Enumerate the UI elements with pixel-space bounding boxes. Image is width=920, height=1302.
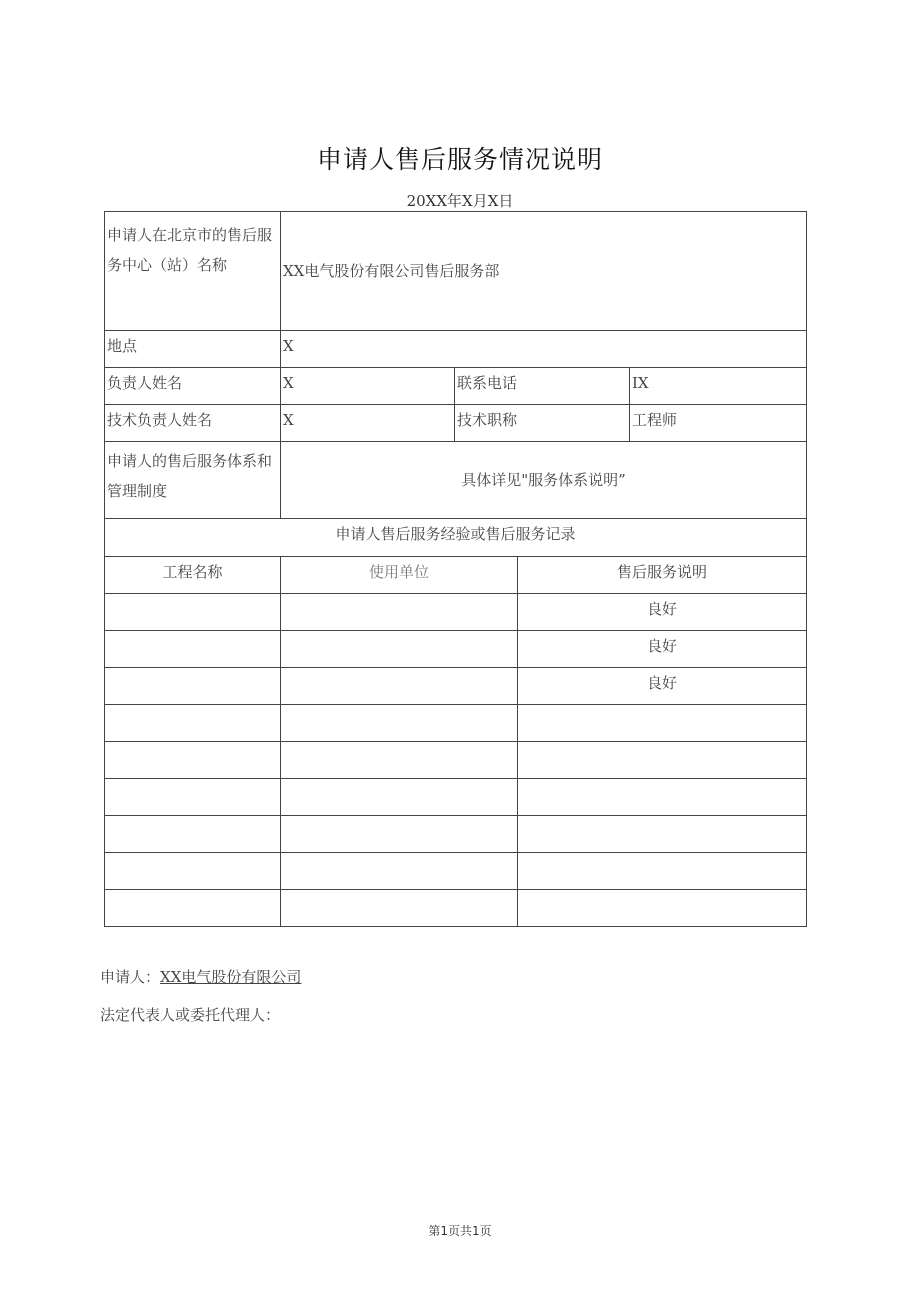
user-unit-cell [281, 631, 518, 668]
project-name-cell [105, 668, 281, 705]
tech-manager-row [105, 405, 807, 442]
applicant-line [100, 966, 301, 987]
user-unit-cell [281, 853, 518, 890]
service-system-value: 具体详见"服务体系说明” [281, 442, 807, 519]
header-service-note: 售后服务说明 [518, 557, 807, 594]
document-title: 申请人售后服务情况说明 [316, 145, 603, 174]
table-row [105, 631, 807, 668]
user-unit-cell [281, 668, 518, 705]
project-name-cell [105, 890, 281, 927]
service-note-cell [518, 853, 807, 890]
service-note-cell: 良好 [518, 631, 807, 668]
manager-value: X [281, 368, 455, 405]
user-unit-cell [281, 816, 518, 853]
header-user-unit: 使用单位 [281, 557, 518, 594]
service-center-label: 申请人在北京市的售后服务中心（站）名称 [105, 212, 281, 331]
table-row [105, 816, 807, 853]
project-name-cell [105, 742, 281, 779]
table-row [105, 705, 807, 742]
records-header-row [105, 557, 807, 594]
service-center-row [105, 212, 807, 331]
location-row [105, 331, 807, 368]
table-row [105, 668, 807, 705]
page-number: 第1页共1页 [428, 1224, 492, 1238]
table-row [105, 779, 807, 816]
project-name-cell [105, 779, 281, 816]
user-unit-cell [281, 779, 518, 816]
service-note-cell: 良好 [518, 594, 807, 631]
service-system-row [105, 442, 807, 519]
service-note-cell [518, 816, 807, 853]
tech-manager-label: 技术负责人姓名 [105, 405, 281, 442]
service-note-cell: 良好 [518, 668, 807, 705]
document-date: 20XX年X月X日 [406, 192, 514, 210]
service-note-cell [518, 779, 807, 816]
manager-label: 负责人姓名 [105, 368, 281, 405]
applicant-value: XX电气股份有限公司 [160, 968, 302, 986]
service-note-cell [518, 705, 807, 742]
table-row [105, 890, 807, 927]
records-section-row [105, 519, 807, 557]
table-row [105, 742, 807, 779]
tech-title-value: 工程师 [630, 405, 807, 442]
header-project-name: 工程名称 [105, 557, 281, 594]
project-name-cell [105, 816, 281, 853]
user-unit-cell [281, 594, 518, 631]
records-section-title: 申请人售后服务经验或售后服务记录 [105, 519, 807, 557]
project-name-cell [105, 631, 281, 668]
project-name-cell [105, 705, 281, 742]
location-label: 地点 [105, 331, 281, 368]
service-system-label: 申请人的售后服务体系和管理制度 [105, 442, 281, 519]
service-note-cell [518, 890, 807, 927]
project-name-cell [105, 594, 281, 631]
phone-label: 联系电话 [455, 368, 630, 405]
tech-manager-value: X [281, 405, 455, 442]
manager-row [105, 368, 807, 405]
user-unit-cell [281, 890, 518, 927]
representative-line: 法定代表人或委托代理人： [100, 1006, 281, 1024]
user-unit-cell [281, 705, 518, 742]
location-value: X [281, 331, 807, 368]
user-unit-cell [281, 742, 518, 779]
service-note-cell [518, 742, 807, 779]
tech-title-label: 技术职称 [455, 405, 630, 442]
applicant-label: 申请人： [100, 968, 161, 986]
phone-value: IX [630, 368, 807, 405]
table-row [105, 853, 807, 890]
service-center-value: XX电气股份有限公司售后服务部 [281, 212, 807, 331]
service-info-table [104, 211, 807, 927]
table-row [105, 594, 807, 631]
project-name-cell [105, 853, 281, 890]
